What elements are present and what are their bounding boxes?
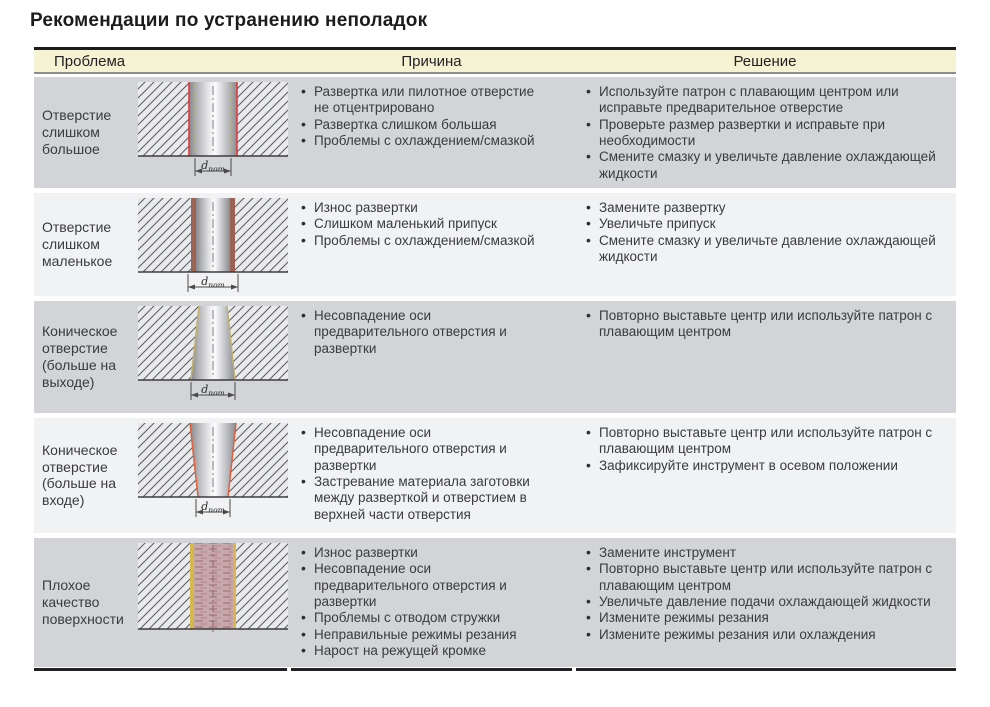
cause-item: • Износ развертки xyxy=(301,545,544,561)
solution-item: • Повторно выставьте центр или используйте патрон с плавающим центром xyxy=(586,308,946,341)
solution-item: • Повторно выставьте центр или используйте патрон с плавающим центром xyxy=(586,425,946,458)
table-row xyxy=(34,301,956,413)
problem-label: Плохое качество поверхности xyxy=(42,577,124,627)
cause-cell xyxy=(289,193,574,296)
cause-list xyxy=(289,418,574,529)
diagram-cell xyxy=(136,538,289,667)
cause-list xyxy=(289,538,574,665)
problem-label: Отверстие слишком маленькое xyxy=(42,219,113,269)
solution-list xyxy=(574,77,956,188)
page-title: Рекомендации по устранению неполадок xyxy=(30,10,428,31)
solution-list xyxy=(574,418,956,480)
cause-cell xyxy=(289,301,574,413)
problem-label: Коническое отверстие (больше на выходе) xyxy=(42,323,118,390)
solution-list xyxy=(574,301,956,347)
cause-item: • Неправильные режимы резания xyxy=(301,627,544,643)
diagram-rough-surface-hole-image xyxy=(138,541,288,641)
diagram-cell xyxy=(136,193,289,296)
solution-item: • Смените смазку и увеличьте давление охлаждающей жидкости xyxy=(586,233,946,266)
header-problem: Проблема xyxy=(54,52,126,70)
table-row xyxy=(34,538,956,667)
dim-label: $d_{nom}$ xyxy=(200,274,225,290)
table-row xyxy=(34,418,956,533)
dim-label: $d_{nom}$ xyxy=(200,159,225,174)
cause-item: • Слишком маленький припуск xyxy=(301,216,544,232)
diagram-straight-hole-undersize-image xyxy=(138,196,288,296)
solution-cell xyxy=(574,193,956,296)
solution-item: • Увеличьте припуск xyxy=(586,216,946,232)
cause-item: • Несовпадение оси предварительного отверстия и развертки xyxy=(301,425,544,474)
solution-item: • Повторно выставьте центр или используйте патрон с плавающим центром xyxy=(586,561,946,594)
dim-label: $d_{nom}$ xyxy=(200,499,225,515)
cause-item: • Нарост на режущей кромке xyxy=(301,643,544,659)
troubleshooting-table xyxy=(34,47,956,671)
diagram-tapered-hole-larger-at-exit-image xyxy=(138,304,288,404)
solution-cell xyxy=(574,77,956,188)
cause-list xyxy=(289,77,574,155)
table-bottom-border xyxy=(34,668,956,671)
solution-cell xyxy=(574,301,956,413)
solution-item: • Измените режимы резания или охлаждения xyxy=(586,627,946,643)
header-cause: Причина xyxy=(401,52,462,70)
dim-label: $d_{nom}$ xyxy=(200,382,225,398)
solution-cell xyxy=(574,538,956,667)
solution-item: • Замените развертку xyxy=(586,200,946,216)
cause-list xyxy=(289,301,574,363)
solution-list xyxy=(574,193,956,271)
solution-list xyxy=(574,538,956,649)
table-row xyxy=(34,77,956,188)
cause-cell xyxy=(289,77,574,188)
cause-item: • Несовпадение оси предварительного отверстия и развертки xyxy=(301,308,544,357)
solution-cell xyxy=(574,418,956,533)
cause-item: • Износ развертки xyxy=(301,200,544,216)
solution-item: • Замените инструмент xyxy=(586,545,946,561)
cause-item: • Развертка слишком большая xyxy=(301,117,544,133)
diagram-cell xyxy=(136,301,289,413)
cause-item: • Проблемы с охлаждением/смазкой xyxy=(301,133,544,149)
solution-item: • Смените смазку и увеличьте давление охлаждающей жидкости xyxy=(586,149,946,182)
cause-item: • Проблемы с охлаждением/смазкой xyxy=(301,233,544,249)
problem-label: Коническое отверстие (больше на входе) xyxy=(42,441,118,509)
cause-cell xyxy=(289,418,574,533)
solution-item: • Проверьте размер развертки и исправьте при необходимости xyxy=(586,117,946,150)
cause-item: • Проблемы с отводом стружки xyxy=(301,610,544,626)
solution-item: • Увеличьте давление подачи охлаждающей жидкости xyxy=(586,594,946,610)
header-solution: Решение xyxy=(733,52,797,70)
cause-item: • Несовпадение оси предварительного отверстия и развертки xyxy=(301,561,544,610)
table-row xyxy=(34,193,956,296)
solution-item: • Измените режимы резания xyxy=(586,610,946,626)
diagram-cell xyxy=(136,77,289,188)
solution-item: • Зафиксируйте инструмент в осевом положении xyxy=(586,458,946,474)
cause-list xyxy=(289,193,574,255)
cause-item: • Развертка или пилотное отверстие не отцентрировано xyxy=(301,84,544,117)
problem-label: Отверстие слишком большое xyxy=(42,107,112,157)
cause-cell xyxy=(289,538,574,667)
solution-item: • Используйте патрон с плавающим центром или исправьте предварительное отверстие xyxy=(586,84,946,117)
diagram-cell xyxy=(136,418,289,533)
cause-item: • Застревание материала заготовки между разверткой и отверстием в верхней части отверстия xyxy=(301,474,544,523)
table-header xyxy=(34,47,956,74)
diagram-tapered-hole-larger-at-entry-image xyxy=(138,421,288,521)
diagram-straight-hole-oversize-image xyxy=(138,80,288,180)
